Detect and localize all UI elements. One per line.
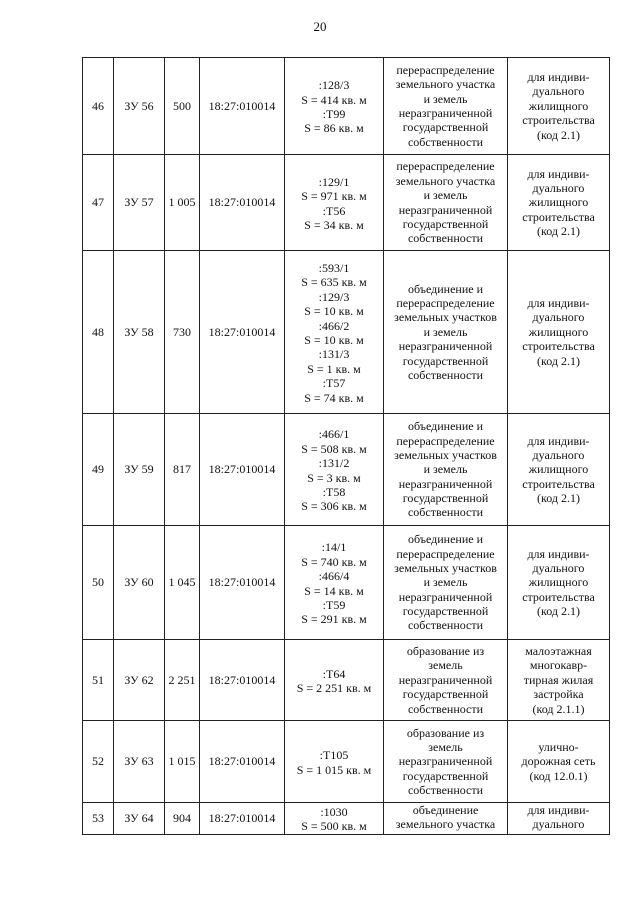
parcels-line: S = 86 кв. м: [304, 121, 364, 136]
formation-method-line: неразграниченной: [398, 754, 493, 769]
permitted-use-line: жилищного: [528, 462, 589, 477]
formation-method-line: земельного участка: [395, 173, 496, 188]
parcels-line: :131/3: [318, 347, 350, 362]
table-body: [83, 58, 610, 835]
permitted-use-line: (код 2.1): [537, 491, 580, 506]
table-row: [83, 251, 610, 414]
formation-method-cell: [384, 251, 508, 414]
permitted-use-line: строительства: [522, 209, 595, 224]
formation-method-line: собственности: [407, 701, 484, 716]
permitted-use-cell: [508, 58, 610, 155]
parcels-cell: [285, 640, 384, 721]
parcels-line: S = 74 кв. м: [304, 390, 364, 405]
formation-method-cell: [384, 721, 508, 803]
formation-method-line: собственности: [407, 505, 484, 520]
formation-method-line: образование из: [406, 644, 485, 659]
formation-method-line: собственности: [407, 618, 484, 633]
formation-method-line: неразграниченной: [398, 339, 493, 354]
permitted-use-cell: [508, 526, 610, 640]
plot-id-cell: ЗУ 62: [114, 640, 165, 721]
parcels-line: S = 414 кв. м: [301, 92, 367, 107]
parcels-line: S = 508 кв. м: [301, 441, 367, 456]
permitted-use-line: дуального: [532, 310, 585, 325]
parcels-line: :Т57: [322, 376, 346, 391]
parcels-line: S = 1 кв. м: [307, 361, 361, 376]
parcels-line: :Т58: [322, 484, 346, 499]
formation-method-line: земельных участков: [394, 560, 497, 575]
table-row: [83, 721, 610, 803]
parcels-line: :129/1: [318, 174, 350, 189]
table-row: [83, 803, 610, 835]
formation-method-line: объединение и: [407, 532, 484, 547]
parcels-line: S = 291 кв. м: [301, 612, 367, 627]
parcels-line: S = 971 кв. м: [301, 189, 367, 204]
parcels-cell: [285, 58, 384, 155]
parcels-line: :131/2: [318, 456, 350, 471]
plot-id-cell: ЗУ 56: [114, 58, 165, 155]
formation-method-line: и земель: [423, 324, 468, 339]
formation-method-cell: [384, 640, 508, 721]
plot-id-cell: ЗУ 59: [114, 414, 165, 526]
area-cell: 1 005: [165, 155, 200, 251]
permitted-use-line: малоэтажная: [525, 644, 592, 659]
permitted-use-line: дуального: [532, 447, 585, 462]
formation-method-line: неразграниченной: [398, 672, 493, 687]
parcels-line: S = 740 кв. м: [301, 554, 367, 569]
cadastral-quarter-cell: 18:27:010014: [200, 803, 285, 835]
formation-method-line: собственности: [407, 134, 484, 149]
permitted-use-line: строительства: [522, 113, 595, 128]
formation-method-line: государственной: [402, 491, 489, 506]
table-row: [83, 640, 610, 721]
permitted-use-cell: [508, 803, 610, 835]
permitted-use-line: (код 2.1): [537, 224, 580, 239]
parcels-line: :129/3: [318, 289, 350, 304]
formation-method-line: земельных участков: [394, 447, 497, 462]
parcels-line: S = 3 кв. м: [307, 470, 361, 485]
permitted-use-line: для индиви-: [527, 803, 590, 817]
parcels-line: :466/2: [318, 318, 350, 333]
formation-method-cell: [384, 155, 508, 251]
formation-method-line: государственной: [402, 353, 489, 368]
formation-method-line: перераспределение: [396, 159, 495, 174]
row-number-cell: 51: [83, 640, 114, 721]
permitted-use-line: для индиви-: [527, 70, 590, 85]
formation-method-line: объединение и: [407, 419, 484, 434]
area-cell: 1 045: [165, 526, 200, 640]
parcels-line: :Т56: [322, 203, 346, 218]
permitted-use-line: жилищного: [528, 324, 589, 339]
row-number-cell: 53: [83, 803, 114, 835]
area-cell: 1 015: [165, 721, 200, 803]
table-row: [83, 58, 610, 155]
permitted-use-cell: [508, 721, 610, 803]
permitted-use-line: (код 2.1): [537, 127, 580, 142]
permitted-use-line: для индиви-: [527, 546, 590, 561]
permitted-use-cell: [508, 155, 610, 251]
parcels-line: :466/4: [318, 569, 350, 584]
formation-method-line: государственной: [402, 120, 489, 135]
parcels-line: S = 10 кв. м: [304, 333, 364, 347]
table-row: [83, 155, 610, 251]
formation-method-line: и земель: [423, 91, 468, 106]
row-number-cell: 48: [83, 251, 114, 414]
permitted-use-line: застройка: [533, 687, 584, 702]
formation-method-line: перераспределение: [396, 546, 495, 561]
formation-method-line: государственной: [402, 687, 489, 702]
row-number-cell: 52: [83, 721, 114, 803]
area-cell: 2 251: [165, 640, 200, 721]
permitted-use-line: для индиви-: [527, 296, 590, 311]
parcels-line: :593/1: [318, 261, 350, 276]
formation-method-line: неразграниченной: [398, 589, 493, 604]
area-cell: 730: [165, 251, 200, 414]
formation-method-line: неразграниченной: [398, 106, 493, 120]
parcels-line: :466/1: [318, 427, 350, 442]
page-number: 20: [313, 19, 327, 34]
parcels-line: S = 2 251 кв. м: [296, 681, 372, 695]
formation-method-line: образование из: [406, 725, 485, 740]
formation-method-cell: [384, 58, 508, 155]
permitted-use-line: для индиви-: [527, 166, 590, 181]
permitted-use-cell: [508, 414, 610, 526]
formation-method-line: и земель: [423, 188, 468, 203]
table-row: [83, 526, 610, 640]
permitted-use-line: многокавр-: [529, 658, 588, 673]
formation-method-line: собственности: [407, 783, 484, 798]
parcels-line: :1030: [320, 805, 348, 819]
permitted-use-line: жилищного: [528, 98, 589, 113]
permitted-use-line: (код 12.0.1): [529, 768, 588, 783]
parcels-line: S = 635 кв. м: [301, 275, 367, 290]
permitted-use-line: (код 2.1.1): [532, 701, 585, 716]
cadastral-quarter-cell: 18:27:010014: [200, 251, 285, 414]
permitted-use-cell: [508, 251, 610, 414]
formation-method-line: собственности: [407, 231, 484, 246]
parcels-line: S = 500 кв. м: [301, 819, 367, 834]
cadastral-quarter-cell: 18:27:010014: [200, 58, 285, 155]
table-row: [83, 414, 610, 526]
row-number-cell: 47: [83, 155, 114, 251]
formation-method-line: собственности: [407, 367, 484, 382]
area-cell: 904: [165, 803, 200, 835]
permitted-use-line: (код 2.1): [537, 604, 580, 619]
formation-method-line: и земель: [423, 575, 468, 590]
cadastral-quarter-cell: 18:27:010014: [200, 155, 285, 251]
row-number-cell: 50: [83, 526, 114, 640]
parcels-cell: [285, 251, 384, 414]
permitted-use-line: улично-: [538, 739, 579, 754]
parcels-line: :14/1: [321, 540, 347, 555]
parcels-cell: [285, 414, 384, 526]
formation-method-cell: [384, 803, 508, 835]
formation-method-line: государственной: [402, 604, 489, 619]
parcels-line: S = 1 015 кв. м: [296, 762, 372, 777]
permitted-use-line: строительства: [522, 589, 595, 604]
row-number-cell: 49: [83, 414, 114, 526]
formation-method-line: земельного участка: [395, 817, 496, 832]
parcels-line: :128/3: [318, 78, 350, 93]
formation-method-line: перераспределение: [396, 62, 495, 77]
parcels-line: S = 34 кв. м: [304, 217, 364, 232]
formation-method-line: объединение: [412, 803, 479, 817]
plot-id-cell: ЗУ 63: [114, 721, 165, 803]
permitted-use-cell: [508, 640, 610, 721]
permitted-use-line: дуального: [532, 84, 585, 99]
permitted-use-line: дуального: [532, 817, 585, 832]
formation-method-line: государственной: [402, 216, 489, 231]
parcels-cell: [285, 155, 384, 251]
parcels-cell: [285, 721, 384, 803]
formation-method-line: неразграниченной: [398, 476, 493, 491]
cadastral-quarter-cell: 18:27:010014: [200, 721, 285, 803]
permitted-use-line: дуального: [532, 560, 585, 575]
formation-method-cell: [384, 526, 508, 640]
plot-id-cell: ЗУ 64: [114, 803, 165, 835]
area-cell: 817: [165, 414, 200, 526]
plot-id-cell: ЗУ 60: [114, 526, 165, 640]
plot-id-cell: ЗУ 57: [114, 155, 165, 251]
formation-method-line: объединение и: [407, 281, 484, 296]
cadastral-quarter-cell: 18:27:010014: [200, 414, 285, 526]
permitted-use-line: дуального: [532, 180, 585, 195]
cadastral-quarter-cell: 18:27:010014: [200, 526, 285, 640]
formation-method-line: земельных участков: [394, 310, 497, 325]
parcels-cell: [285, 526, 384, 640]
parcels-line: S = 14 кв. м: [304, 583, 364, 598]
formation-method-line: земель: [428, 658, 463, 673]
cadastral-quarter-cell: 18:27:010014: [200, 640, 285, 721]
parcels-line: :Т99: [322, 107, 346, 121]
parcels-line: S = 306 кв. м: [301, 499, 367, 514]
permitted-use-line: строительства: [522, 476, 595, 491]
formation-method-line: земельного участка: [395, 77, 496, 92]
area-cell: 500: [165, 58, 200, 155]
formation-method-line: перераспределение: [396, 433, 495, 448]
land-plots-table: [82, 57, 610, 835]
formation-method-line: земель: [428, 739, 463, 754]
permitted-use-line: жилищного: [528, 575, 589, 590]
formation-method-line: перераспределение: [396, 296, 495, 311]
parcels-line: :Т59: [322, 597, 346, 612]
permitted-use-line: для индиви-: [527, 433, 590, 448]
formation-method-line: и земель: [423, 462, 468, 477]
permitted-use-line: тирная жилая: [523, 672, 594, 687]
permitted-use-line: дорожная сеть: [521, 754, 596, 769]
parcels-line: S = 10 кв. м: [304, 304, 364, 319]
parcels-line: :Т64: [322, 666, 346, 681]
formation-method-line: государственной: [402, 768, 489, 783]
formation-method-cell: [384, 414, 508, 526]
permitted-use-line: (код 2.1): [537, 353, 580, 368]
plot-id-cell: ЗУ 58: [114, 251, 165, 414]
parcels-cell: [285, 803, 384, 835]
permitted-use-line: жилищного: [528, 195, 589, 210]
formation-method-line: неразграниченной: [398, 202, 493, 217]
permitted-use-line: строительства: [522, 339, 595, 354]
row-number-cell: 46: [83, 58, 114, 155]
parcels-line: :Т105: [319, 748, 349, 763]
